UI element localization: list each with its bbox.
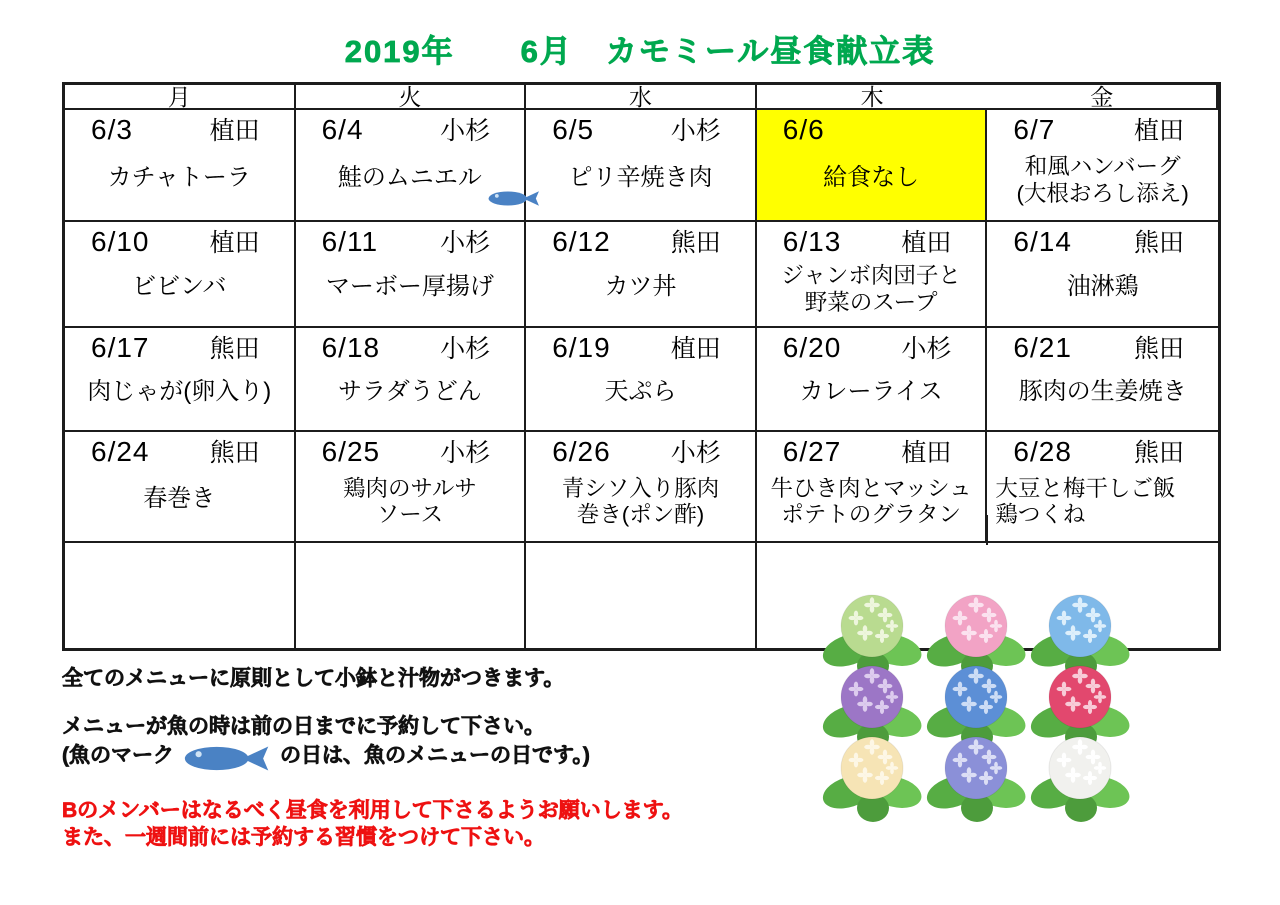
cell-menu xyxy=(526,258,755,326)
note-fish-reservation: メニューが魚の時は前の日までに予約して下さい。 xyxy=(62,714,545,738)
note-red-habit: また、一週間前には予約する習慣をつけて下さい。 xyxy=(62,825,545,849)
menu-line: 和風ハンバーグ xyxy=(1024,154,1181,180)
cell-menu xyxy=(65,543,294,648)
cell-staff-name: 熊田 xyxy=(209,335,260,363)
calendar-cell-6-20 xyxy=(757,328,988,432)
cell-date: 6/25 xyxy=(321,436,381,467)
cell-date: 6/14 xyxy=(1013,226,1072,257)
note-side-dishes: 全てのメニューに原則として小鉢と汁物がつきます。 xyxy=(62,667,565,690)
calendar-cell-6-28 xyxy=(987,432,1218,543)
cell-staff-name: 熊田 xyxy=(1133,229,1184,257)
cell-staff-name: 植田 xyxy=(1133,117,1184,145)
cell-menu xyxy=(296,146,525,220)
cell-staff-name: 小杉 xyxy=(440,117,491,145)
partial-divider-line xyxy=(986,515,988,545)
menu-line: 鶏肉のサルサ xyxy=(342,475,477,501)
menu-line: カレーライス xyxy=(799,377,943,405)
cell-date: 6/7 xyxy=(1013,114,1056,145)
hydrangea-flower-icon xyxy=(1030,730,1130,826)
cell-date: 6/18 xyxy=(321,332,381,363)
menu-line: 大豆と梅干しご飯 xyxy=(995,475,1176,501)
calendar-cell-6-18 xyxy=(296,328,527,432)
menu-line: カツ丼 xyxy=(604,272,677,300)
cell-menu xyxy=(757,146,986,220)
cell-staff-name: 小杉 xyxy=(440,229,491,257)
fish-icon xyxy=(184,743,270,774)
cell-menu xyxy=(757,258,986,326)
menu-line: 天ぷら xyxy=(604,377,677,405)
cell-date: 6/3 xyxy=(91,114,133,145)
menu-line: 鶏つくね xyxy=(995,502,1086,528)
hydrangea-decoration xyxy=(822,588,1134,801)
menu-line: ビビンバ xyxy=(132,272,227,300)
menu-line: (大根おろし添え) xyxy=(1016,180,1189,206)
cell-staff-name: 小杉 xyxy=(670,117,721,145)
calendar-cell-6-25 xyxy=(296,432,527,543)
note-fish-mark-line xyxy=(62,741,822,772)
calendar-cell-6-3 xyxy=(65,110,296,222)
cell-menu xyxy=(526,468,755,541)
cell-date: 6/5 xyxy=(552,114,595,145)
notes-block xyxy=(62,666,822,852)
cell-menu xyxy=(526,364,755,430)
cell-date: 6/13 xyxy=(782,226,842,257)
hydrangea-flower-icon xyxy=(822,730,922,826)
menu-line: 牛ひき肉とマッシュ xyxy=(770,475,972,501)
cell-date: 6/26 xyxy=(552,436,611,467)
cell-date: 6/12 xyxy=(552,226,611,257)
page-title: 2019年 6月 カモミール昼食献立表 xyxy=(344,34,936,69)
cell-staff-name: 植田 xyxy=(670,335,721,363)
menu-line: サラダうどん xyxy=(338,377,482,405)
fish-icon xyxy=(488,189,540,208)
menu-line: 豚肉の生姜焼き xyxy=(1018,377,1187,405)
cell-menu xyxy=(65,468,294,541)
cell-staff-name: 植田 xyxy=(901,439,952,467)
cell-menu xyxy=(296,364,525,430)
cell-menu xyxy=(65,146,294,220)
note-fish-mark-prefix: (魚のマーク xyxy=(62,743,174,767)
cell-menu xyxy=(757,468,986,541)
menu-line: 野菜のスープ xyxy=(804,289,938,315)
menu-line: 油淋鶏 xyxy=(1066,272,1139,300)
cell-staff-name: 熊田 xyxy=(1133,439,1184,467)
hydrangea-flower-icon xyxy=(926,730,1026,826)
calendar-cell-6-13 xyxy=(757,222,988,328)
cell-date: 6/11 xyxy=(321,226,379,257)
cell-menu xyxy=(757,364,986,430)
cell-staff-name: 熊田 xyxy=(209,439,260,467)
cell-staff-name: 植田 xyxy=(209,117,260,145)
menu-line: ソース xyxy=(376,502,444,528)
note-fish-mark-suffix: の日は、魚のメニューの日です。) xyxy=(280,743,590,767)
cell-menu xyxy=(65,364,294,430)
fish-icon xyxy=(184,743,270,774)
note-red-members: Bのメンバーはなるべく昼食を利用して下さるようお願いします。 xyxy=(62,798,684,822)
menu-line: ジャンボ肉団子と xyxy=(781,263,961,289)
menu-line: 青シソ入り豚肉 xyxy=(561,475,720,501)
menu-line: 肉じゃが(卵入り) xyxy=(87,377,272,405)
cell-menu xyxy=(987,468,1218,541)
cell-date: 6/10 xyxy=(91,226,150,257)
cell-date: 6/19 xyxy=(552,332,611,363)
weekday-header-2: 火 xyxy=(296,85,527,110)
calendar-cell-6-10 xyxy=(65,222,296,328)
calendar-cell-6-27 xyxy=(757,432,988,543)
cell-date: 6/27 xyxy=(782,436,842,467)
cell-date: 6/21 xyxy=(1013,332,1072,363)
calendar-cell-empty xyxy=(296,543,527,648)
calendar-cell-6-17 xyxy=(65,328,296,432)
calendar-cell-6-21 xyxy=(987,328,1218,432)
cell-menu xyxy=(296,468,525,541)
menu-line: 鮭のムニエル xyxy=(338,164,482,192)
calendar-table xyxy=(62,82,1221,651)
calendar-cell-6-12 xyxy=(526,222,757,328)
weekday-header-3: 水 xyxy=(526,85,757,110)
menu-line: ポテトのグラタン xyxy=(781,502,961,528)
cell-menu xyxy=(526,543,755,648)
cell-staff-name: 熊田 xyxy=(1133,335,1184,363)
menu-line: 給食なし xyxy=(823,163,920,191)
cell-menu xyxy=(987,364,1218,430)
cell-menu xyxy=(987,258,1218,326)
cell-menu xyxy=(296,543,525,648)
cell-date: 6/6 xyxy=(782,114,825,145)
calendar-cell-6-5 xyxy=(526,110,757,222)
cell-date: 6/20 xyxy=(782,332,842,363)
cell-staff-name: 植田 xyxy=(901,229,952,257)
menu-line: カチャトーラ xyxy=(107,163,251,191)
cell-menu xyxy=(65,258,294,326)
cell-date: 6/28 xyxy=(1013,436,1072,467)
fish-icon xyxy=(488,189,540,208)
calendar-cell-6-6 xyxy=(757,110,988,222)
calendar-cell-empty xyxy=(526,543,757,648)
cell-date: 6/24 xyxy=(91,436,150,467)
menu-line: 巻き(ポン酢) xyxy=(576,502,705,528)
cell-date: 6/17 xyxy=(91,332,150,363)
cell-staff-name: 熊田 xyxy=(670,229,721,257)
calendar-cell-6-26 xyxy=(526,432,757,543)
cell-menu xyxy=(296,258,525,326)
calendar-cell-6-14 xyxy=(987,222,1218,328)
calendar-cell-6-19 xyxy=(526,328,757,432)
calendar-cell-6-7 xyxy=(987,110,1218,222)
menu-line: ピリ辛焼き肉 xyxy=(568,163,713,191)
calendar-cell-6-11 xyxy=(296,222,527,328)
calendar-cell-6-24 xyxy=(65,432,296,543)
menu-line: マーボー厚揚げ xyxy=(325,272,494,300)
menu-line: 春巻き xyxy=(143,485,216,513)
calendar-cell-6-4 xyxy=(296,110,527,222)
cell-menu xyxy=(987,146,1218,220)
weekday-header-4: 木 xyxy=(757,85,988,110)
cell-staff-name: 小杉 xyxy=(670,439,721,467)
cell-date: 6/4 xyxy=(321,114,364,145)
weekday-header-5: 金 xyxy=(987,85,1218,110)
cell-staff-name: 小杉 xyxy=(901,335,952,363)
calendar-cell-empty xyxy=(65,543,296,648)
cell-staff-name: 小杉 xyxy=(440,439,491,467)
cell-menu xyxy=(526,146,755,220)
weekday-header-1: 月 xyxy=(65,85,296,110)
cell-staff-name: 植田 xyxy=(209,229,260,257)
cell-staff-name: 小杉 xyxy=(440,335,491,363)
